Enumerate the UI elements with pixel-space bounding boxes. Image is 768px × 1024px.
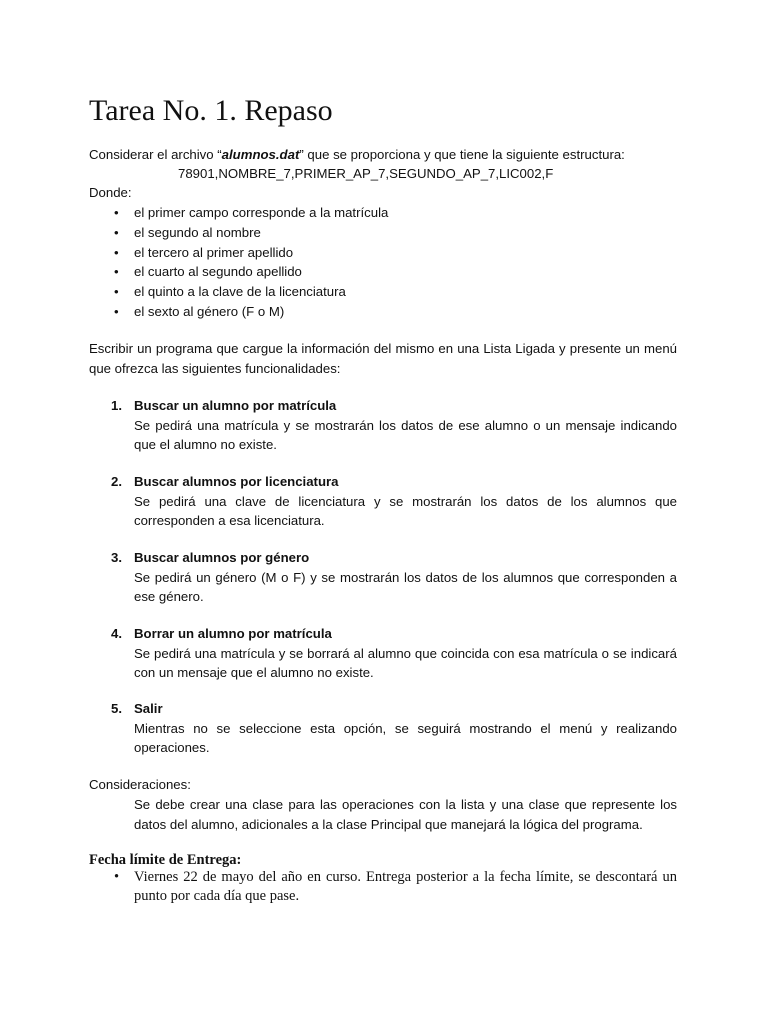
option-description: Se pedirá una clave de licenciatura y se mostrarán los datos de los alumnos que corresponden a esa licenciatura. [134,493,677,528]
option-number: 2. [111,474,122,489]
list-item [89,282,388,302]
option-description: Se pedirá un género (M o F) y se mostrarán los datos de los alumnos que corresponden a ese género. [134,569,677,604]
menu-option-4 [89,624,677,683]
considerations-label: Consideraciones: [89,777,191,792]
field-description: el segundo al nombre [134,224,261,240]
bullet-icon: • [114,224,119,240]
intro-text-after: ” que se proporciona y que tiene la siguiente estructura: [299,147,625,162]
option-title: Borrar un alumno por matrícula [134,626,332,641]
list-item [89,243,388,263]
field-description: el tercero al primer apellido [134,244,294,260]
bullet-icon: • [114,244,119,260]
bullet-icon: • [114,869,120,885]
bullet-icon: • [114,284,119,300]
menu-option-3 [89,548,677,607]
bullet-icon: • [114,264,119,280]
list-item [89,203,388,223]
intro-line [89,145,677,165]
considerations-text: Se debe crear una clase para las operaciones con la lista y una clase que represente los datos del alumno, adicionales a la clase Principal que manejará la lógica del programa. [134,797,677,832]
deadline-label: Fecha límite de Entrega: [89,852,242,868]
donde-label: Donde: [89,185,132,200]
deadline-text: Viernes 22 de mayo del año en curso. Entrega posterior a la fecha límite, se descontará un punto por cada día que pase. [134,869,677,904]
menu-option-2 [89,472,677,531]
deadline-list [89,868,677,906]
option-title: Salir [134,701,163,716]
option-description: Se pedirá una matrícula y se mostrarán los datos de ese alumno o un mensaje indicando que el alumno no existe. [134,417,677,452]
field-description: el sexto al género (F o M) [134,303,285,319]
option-title: Buscar un alumno por matrícula [134,398,337,413]
option-title: Buscar alumnos por género [134,550,310,565]
list-item [89,302,388,322]
option-number: 1. [111,398,122,413]
intro-paragraph [89,145,677,165]
list-item [89,868,677,906]
field-description: el quinto a la clave de la licenciatura [134,284,346,300]
list-item [89,223,388,243]
record-example: 78901,NOMBRE_7,PRIMER_AP_7,SEGUNDO_AP_7,LIC002,F [178,166,554,181]
intro-text-before: Considerar el archivo “ [89,147,222,162]
option-description: Mientras no se seleccione esta opción, se seguirá mostrando el menú y realizando operaciones. [134,720,677,755]
field-description: el primer campo corresponde a la matrícula [134,205,389,220]
list-item [89,262,388,282]
document-page [89,0,677,1024]
field-list [89,203,388,322]
bullet-icon: • [114,205,119,220]
option-number: 5. [111,701,122,716]
option-title: Buscar alumnos por licenciatura [134,474,339,489]
menu-option-5 [89,699,677,758]
option-number: 3. [111,550,122,565]
option-description: Se pedirá una matrícula y se borrará al alumno que coincida con esa matrícula o se indicará con un mensaje que el alumno no existe. [134,645,677,680]
option-number: 4. [111,626,122,641]
bullet-icon: • [114,303,119,319]
document-title: Tarea No. 1. Repaso [89,94,333,127]
menu-option-1 [89,396,677,455]
field-description: el cuarto al segundo apellido [134,264,302,280]
program-paragraph: Escribir un programa que cargue la información del mismo en una Lista Ligada y presente un menú que ofrezca las siguientes funcionalidades: [89,341,677,376]
filename: alumnos.dat [221,147,300,162]
